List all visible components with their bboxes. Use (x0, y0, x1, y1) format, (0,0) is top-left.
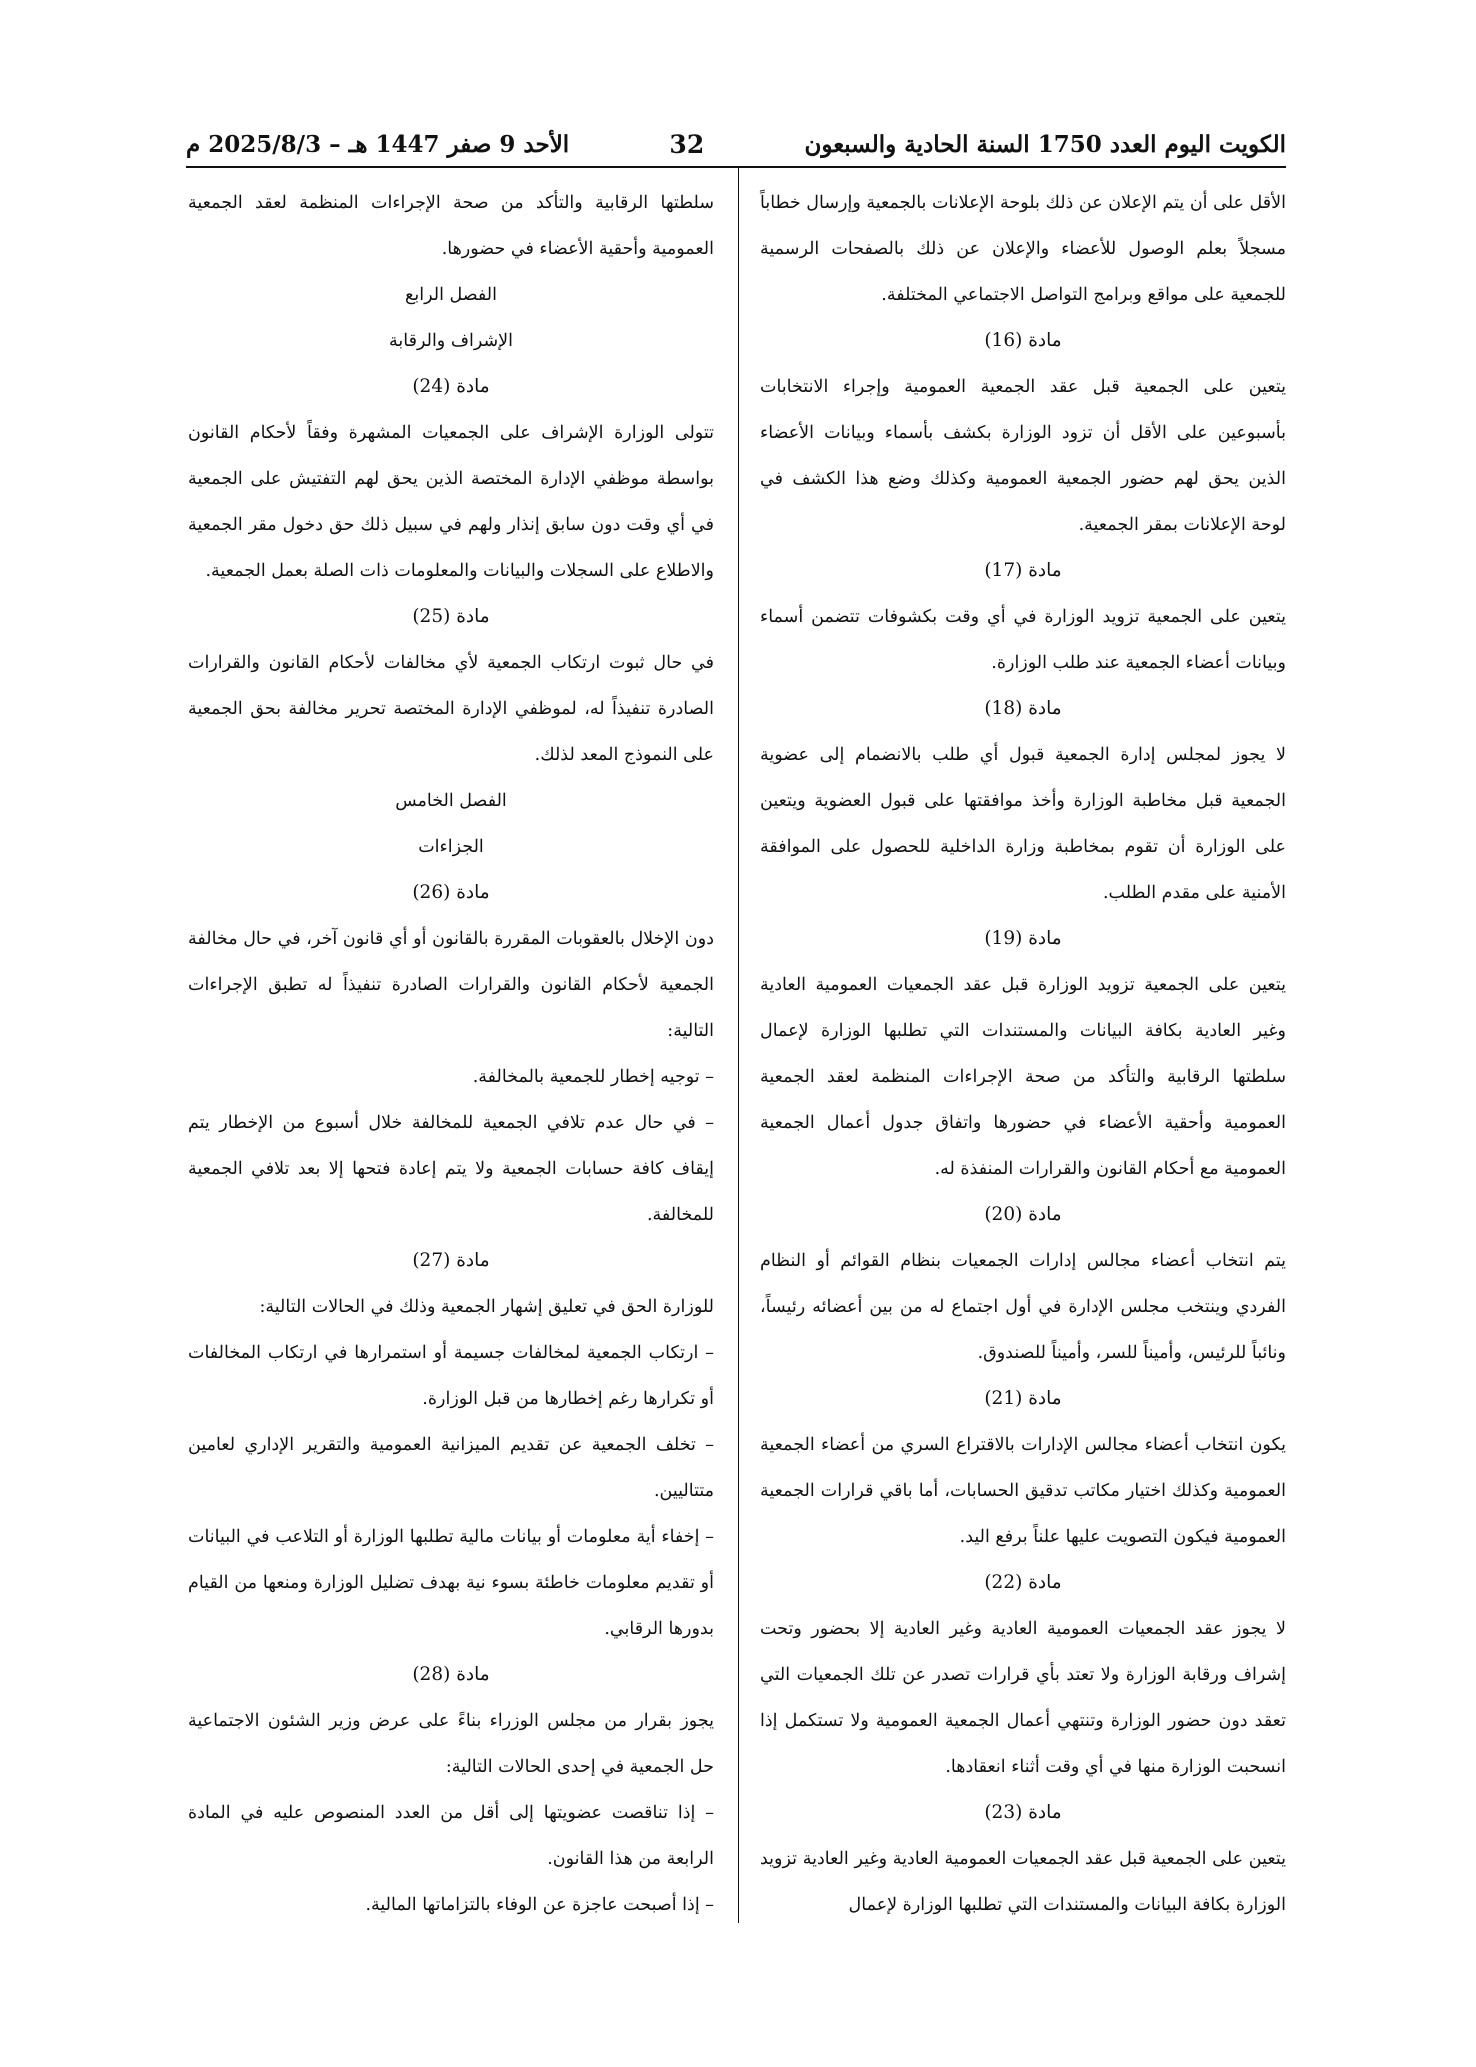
article-heading: مادة (16) (984, 330, 1062, 351)
paragraph: لا يجوز عقد الجمعيات العمومية العادية وغير العادية إلا بحضور وتحت إشراف ورقابة الوزارة ولا تعتد بأي قرارات تصدر عن تلك الجمعيات التي تعقد دون حضور الوزارة وتنتهي أعمال الجمعية العمومية ولا تستكمل إذا انسحبت الوزارة منها في أي وقت أثناء انعقادها. (760, 1619, 1286, 1777)
paragraph: للوزارة الحق في تعليق إشهار الجمعية وذلك في الحالات التالية: (259, 1297, 714, 1317)
paragraph: يتعين على الجمعية تزويد الوزارة في أي وقت بكشوفات تتضمن أسماء وبيانات أعضاء الجمعية عند طلب الوزارة. (760, 607, 1286, 673)
chapter-title: الإشراف والرقابة (389, 331, 513, 351)
chapter-heading: الفصل الخامس (395, 791, 507, 811)
header-issue-info: الكويت اليوم العدد 1750 السنة الحادية والسبعون (804, 131, 1286, 158)
paragraph: يتم انتخاب أعضاء مجالس إدارات الجمعيات بنظام القوائم أو النظام الفردي وينتخب مجلس الإدارة في أول اجتماع له من بين أعضائه رئيساً، ونائباً للرئيس، وأميناً للسر، وأميناً للصندوق. (760, 1251, 1286, 1363)
article-heading: مادة (21) (984, 1388, 1062, 1409)
article-heading: مادة (20) (984, 1204, 1062, 1225)
paragraph: يجوز بقرار من مجلس الوزراء بناءً على عرض وزير الشئون الاجتماعية حل الجمعية في إحدى الحالات التالية: (188, 1711, 714, 1777)
paragraph: يتعين على الجمعية قبل عقد الجمعية العمومية وإجراء الانتخابات بأسبوعين على الأقل أن تزود الوزارة بكشف بأسماء وبيانات الأعضاء الذين يحق لهم حضور الجمعية العمومية وكذلك وضع هذا الكشف في لوحة الإعلانات بمقر الجمعية. (760, 377, 1286, 535)
column-divider (738, 168, 739, 1923)
article-heading: مادة (17) (984, 560, 1062, 581)
paragraph: يتعين على الجمعية تزويد الوزارة قبل عقد الجمعيات العمومية العادية وغير العادية بكافة البيانات والمستندات التي تطلبها الوزارة لإعمال سلطتها الرقابية والتأكد من صحة الإجراءات المنظمة لعقد الجمعية العمومية وأحقية الأعضاء في حضورها واتفاق جدول أعمال الجمعية العمومية مع أحكام القانون والقرارات المنفذة له. (760, 975, 1286, 1179)
paragraph: دون الإخلال بالعقوبات المقررة بالقانون أو أي قانون آخر، في حال مخالفة الجمعية لأحكام القانون والقرارات الصادرة تنفيذاً له تطبق الإجراءات التالية: (188, 929, 714, 1041)
list-item: – في حال عدم تلافي الجمعية للمخالفة خلال أسبوع من الإخطار يتم إيقاف كافة حسابات الجمعية ولا يتم إعادة فتحها إلا بعد تلافي الجمعية للمخالفة. (188, 1113, 714, 1225)
page-header (186, 118, 1286, 160)
list-item: – توجيه إخطار للجمعية بالمخالفة. (472, 1067, 714, 1087)
paragraph: لا يجوز لمجلس إدارة الجمعية قبول أي طلب بالانضمام إلى عضوية الجمعية قبل مخاطبة الوزارة وأخذ موافقتها على قبول العضوية ويتعين على الوزارة أن تقوم بمخاطبة وزارة الداخلية للحصول على الموافقة الأمنية على مقدم الطلب. (760, 745, 1286, 903)
article-heading: مادة (22) (984, 1572, 1062, 1593)
header-date: الأحد 9 صفر 1447 هـ – 2025/8/3 م (186, 131, 570, 158)
paragraph: في حال ثبوت ارتكاب الجمعية لأي مخالفات لأحكام القانون والقرارات الصادرة تنفيذاً له، لموظفي الإدارة المختصة تحرير مخالفة بحق الجمعية على النموذج المعد لذلك. (188, 653, 714, 765)
list-item: – إذا أصبحت عاجزة عن الوفاء بالتزاماتها المالية. (365, 1895, 714, 1915)
page-number: 32 (669, 130, 705, 159)
paragraph: سلطتها الرقابية والتأكد من صحة الإجراءات المنظمة لعقد الجمعية العمومية وأحقية الأعضاء في حضورها. (188, 193, 714, 259)
list-item: – ارتكاب الجمعية لمخالفات جسيمة أو استمرارها في ارتكاب المخالفات أو تكرارها رغم إخطارها من قبل الوزارة. (188, 1343, 714, 1409)
paragraph: يتعين على الجمعية قبل عقد الجمعيات العمومية العادية وغير العادية تزويد الوزارة بكافة البيانات والمستندات التي تطلبها الوزارة لإعمال (760, 1849, 1286, 1915)
article-heading: مادة (24) (412, 376, 490, 397)
chapter-heading: الفصل الرابع (405, 285, 497, 305)
right-column (760, 180, 1286, 1928)
article-heading: مادة (26) (412, 882, 490, 903)
article-heading: مادة (27) (412, 1250, 490, 1271)
article-heading: مادة (23) (984, 1802, 1062, 1823)
left-column (188, 180, 714, 1928)
list-item: – إذا تناقصت عضويتها إلى أقل من العدد المنصوص عليه في المادة الرابعة من هذا القانون. (188, 1803, 714, 1869)
chapter-title: الجزاءات (418, 837, 484, 857)
paragraph: تتولى الوزارة الإشراف على الجمعيات المشهرة وفقاً لأحكام القانون بواسطة موظفي الإدارة المختصة الذين يحق لهم التفتيش على الجمعية في أي وقت دون سابق إنذار ولهم في سبيل ذلك حق دخول مقر الجمعية والاطلاع على السجلات والبيانات والمعلومات ذات الصلة بعمل الجمعية. (188, 423, 714, 581)
header-divider (186, 166, 1286, 168)
list-item: – تخلف الجمعية عن تقديم الميزانية العمومية والتقرير الإداري لعامين متتاليين. (188, 1435, 714, 1501)
article-heading: مادة (25) (412, 606, 490, 627)
paragraph: يكون انتخاب أعضاء مجالس الإدارات بالاقتراع السري من أعضاء الجمعية العمومية وكذلك اختيار مكاتب تدقيق الحسابات، أما باقي قرارات الجمعية العمومية فيكون التصويت عليها علناً برفع اليد. (760, 1435, 1286, 1547)
list-item: – إخفاء أية معلومات أو بيانات مالية تطلبها الوزارة أو التلاعب في البيانات أو تقديم معلومات خاطئة بسوء نية بهدف تضليل الوزارة ومنعها من القيام بدورها الرقابي. (188, 1527, 714, 1639)
paragraph: الأقل على أن يتم الإعلان عن ذلك بلوحة الإعلانات بالجمعية وإرسال خطاباً مسجلاً بعلم الوصول للأعضاء والإعلان عن ذلك بالصفحات الرسمية للجمعية على مواقع وبرامج التواصل الاجتماعي المختلفة. (760, 193, 1286, 305)
article-heading: مادة (28) (412, 1664, 490, 1685)
article-heading: مادة (19) (984, 928, 1062, 949)
article-heading: مادة (18) (984, 698, 1062, 719)
